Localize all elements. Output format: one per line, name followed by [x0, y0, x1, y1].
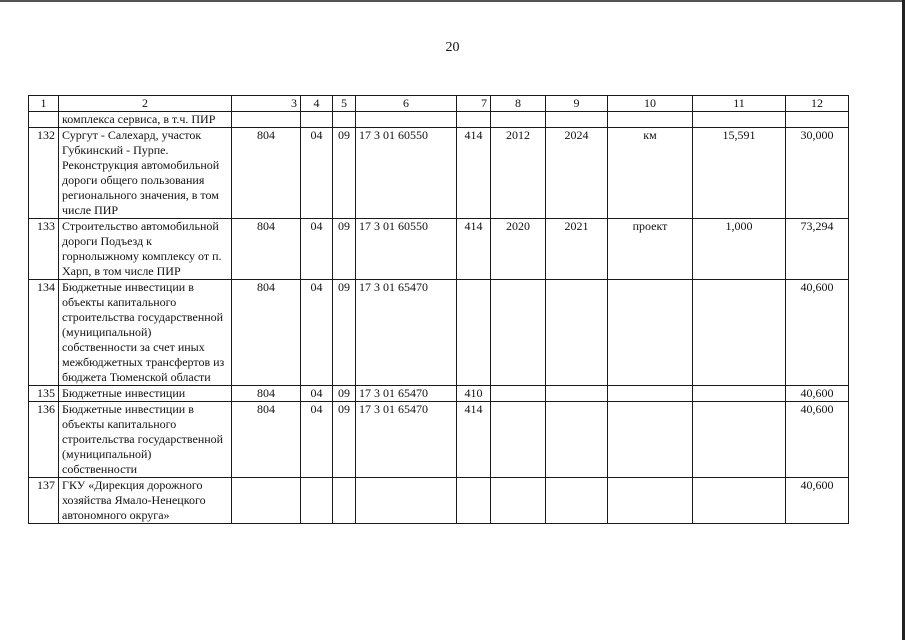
cell-col-7 — [457, 478, 491, 524]
header-col-11: 11 — [693, 96, 786, 112]
row-name: Сургут - Салехард, участок Губкинский - Пурпе. Реконструкция автомобильной дороги общего пользования регионального значения, в том числе ПИР — [59, 128, 232, 219]
row-number: 132 — [29, 128, 59, 219]
cell-col-5: 09 — [333, 386, 356, 402]
cell-col-10 — [608, 386, 693, 402]
header-col-2: 2 — [59, 96, 232, 112]
table-row — [29, 280, 849, 386]
cell-col-5: 09 — [333, 402, 356, 478]
header-col-7: 7 — [457, 96, 491, 112]
cell-col-5: 09 — [333, 219, 356, 280]
cell-col-3 — [232, 478, 301, 524]
cell-col-11 — [693, 478, 786, 524]
cell-col-12: 30,000 — [786, 128, 849, 219]
cell-col-7 — [457, 280, 491, 386]
header-col-4: 4 — [301, 96, 333, 112]
cell-col-4: 04 — [301, 386, 333, 402]
row-name: комплекса сервиса, в т.ч. ПИР — [59, 112, 232, 128]
row-number: 135 — [29, 386, 59, 402]
cell-col-4: 04 — [301, 128, 333, 219]
header-col-5: 5 — [333, 96, 356, 112]
cell-col-7 — [457, 112, 491, 128]
row-number: 137 — [29, 478, 59, 524]
header-col-12: 12 — [786, 96, 849, 112]
cell-col-10 — [608, 280, 693, 386]
cell-col-7: 414 — [457, 219, 491, 280]
cell-col-9 — [546, 280, 608, 386]
header-col-3: 3 — [232, 96, 301, 112]
cell-col-8 — [491, 112, 546, 128]
row-number: 133 — [29, 219, 59, 280]
cell-col-7: 410 — [457, 386, 491, 402]
cell-col-4: 04 — [301, 219, 333, 280]
cell-col-8: 2020 — [491, 219, 546, 280]
row-name: Бюджетные инвестиции — [59, 386, 232, 402]
table-row — [29, 219, 849, 280]
cell-col-9 — [546, 478, 608, 524]
row-number: 136 — [29, 402, 59, 478]
cell-col-6: 17 3 01 60550 — [356, 128, 457, 219]
header-row — [29, 96, 849, 112]
cell-col-3 — [232, 112, 301, 128]
row-name: Строительство автомобильной дороги Подъезд к горнолыжному комплексу от п. Харп, в том числе ПИР — [59, 219, 232, 280]
table-row — [29, 128, 849, 219]
row-number: 134 — [29, 280, 59, 386]
table-row — [29, 478, 849, 524]
cell-col-11: 15,591 — [693, 128, 786, 219]
cell-col-11: 1,000 — [693, 219, 786, 280]
cell-col-4: 04 — [301, 280, 333, 386]
cell-col-3: 804 — [232, 280, 301, 386]
cell-col-12: 73,294 — [786, 219, 849, 280]
header-col-10: 10 — [608, 96, 693, 112]
table-row — [29, 402, 849, 478]
cell-col-12: 40,600 — [786, 280, 849, 386]
header-col-9: 9 — [546, 96, 608, 112]
cell-col-6: 17 3 01 65470 — [356, 280, 457, 386]
cell-col-3: 804 — [232, 219, 301, 280]
table-row — [29, 112, 849, 128]
cell-col-8 — [491, 280, 546, 386]
cell-col-8: 2012 — [491, 128, 546, 219]
cell-col-10 — [608, 478, 693, 524]
cell-col-5: 09 — [333, 280, 356, 386]
cell-col-3: 804 — [232, 402, 301, 478]
cell-col-9: 2021 — [546, 219, 608, 280]
cell-col-3: 804 — [232, 128, 301, 219]
cell-col-10: проект — [608, 219, 693, 280]
header-col-1: 1 — [29, 96, 59, 112]
scan-edge-top — [0, 0, 905, 2]
cell-col-7: 414 — [457, 402, 491, 478]
cell-col-4 — [301, 478, 333, 524]
cell-col-6 — [356, 112, 457, 128]
header-col-6: 6 — [356, 96, 457, 112]
budget-table — [28, 95, 849, 524]
cell-col-9 — [546, 112, 608, 128]
cell-col-6: 17 3 01 60550 — [356, 219, 457, 280]
cell-col-4: 04 — [301, 402, 333, 478]
cell-col-12: 40,600 — [786, 478, 849, 524]
cell-col-5 — [333, 112, 356, 128]
table-header — [29, 96, 849, 112]
cell-col-9 — [546, 402, 608, 478]
cell-col-11 — [693, 112, 786, 128]
cell-col-12 — [786, 112, 849, 128]
cell-col-10 — [608, 112, 693, 128]
cell-col-4 — [301, 112, 333, 128]
cell-col-9: 2024 — [546, 128, 608, 219]
table-body — [29, 112, 849, 524]
row-name: ГКУ «Дирекция дорожного хозяйства Ямало-Ненецкого автономного округа» — [59, 478, 232, 524]
cell-col-6: 17 3 01 65470 — [356, 386, 457, 402]
cell-col-10: км — [608, 128, 693, 219]
cell-col-12: 40,600 — [786, 402, 849, 478]
cell-col-6 — [356, 478, 457, 524]
cell-col-11 — [693, 280, 786, 386]
cell-col-8 — [491, 402, 546, 478]
cell-col-8 — [491, 386, 546, 402]
cell-col-11 — [693, 386, 786, 402]
header-col-8: 8 — [491, 96, 546, 112]
cell-col-8 — [491, 478, 546, 524]
cell-col-5: 09 — [333, 128, 356, 219]
cell-col-10 — [608, 402, 693, 478]
cell-col-12: 40,600 — [786, 386, 849, 402]
row-name: Бюджетные инвестиции в объекты капитального строительства государственной (муниципальной) собственности за счет иных межбюджетных трансфертов из бюджета Тюменской области — [59, 280, 232, 386]
table-row — [29, 386, 849, 402]
cell-col-6: 17 3 01 65470 — [356, 402, 457, 478]
cell-col-9 — [546, 386, 608, 402]
cell-col-11 — [693, 402, 786, 478]
row-name: Бюджетные инвестиции в объекты капитального строительства государственной (муниципальной) собственности — [59, 402, 232, 478]
cell-col-3: 804 — [232, 386, 301, 402]
page-number: 20 — [445, 40, 460, 55]
cell-col-5 — [333, 478, 356, 524]
cell-col-7: 414 — [457, 128, 491, 219]
row-number — [29, 112, 59, 128]
